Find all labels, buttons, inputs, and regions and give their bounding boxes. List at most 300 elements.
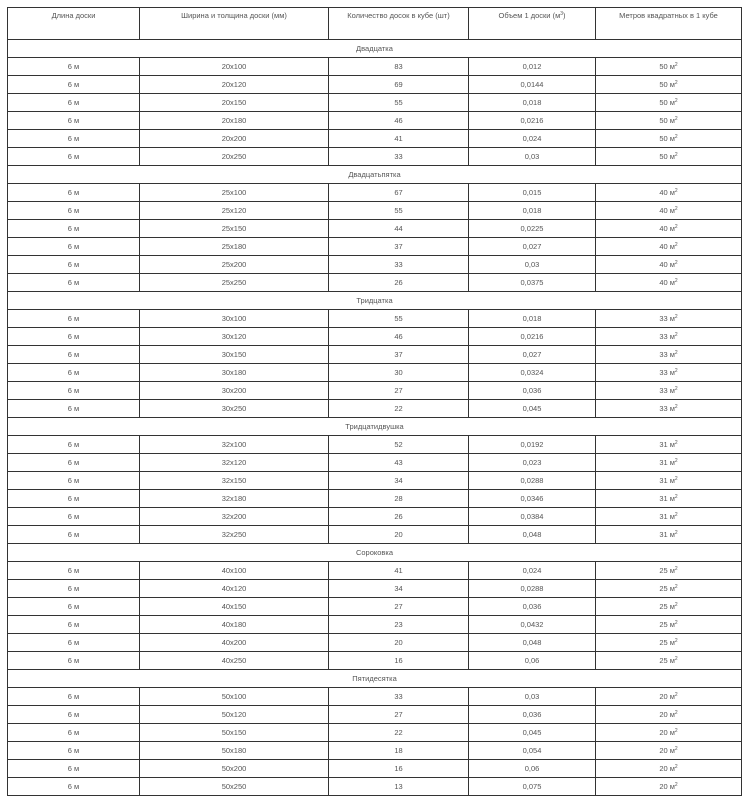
cell-length: 6 м xyxy=(8,382,140,400)
cell-volume: 0,0144 xyxy=(469,76,596,94)
cell-area-value: 20 м xyxy=(659,728,675,737)
cell-length: 6 м xyxy=(8,472,140,490)
cell-length: 6 м xyxy=(8,580,140,598)
cell-area xyxy=(596,220,742,238)
cell-length: 6 м xyxy=(8,364,140,382)
cell-length: 6 м xyxy=(8,634,140,652)
cell-count: 30 xyxy=(329,364,469,382)
cell-area-sup: 2 xyxy=(674,512,678,518)
cell-area xyxy=(596,436,742,454)
cell-area-sup: 2 xyxy=(674,368,678,374)
cell-area xyxy=(596,616,742,634)
cell-count: 83 xyxy=(329,58,469,76)
cell-count: 22 xyxy=(329,400,469,418)
cell-size: 20х150 xyxy=(140,94,329,112)
header-size: Ширина и толщина доски (мм) xyxy=(140,8,329,40)
cell-length: 6 м xyxy=(8,742,140,760)
cell-count: 69 xyxy=(329,76,469,94)
cell-size: 20х180 xyxy=(140,112,329,130)
cell-size: 32х100 xyxy=(140,436,329,454)
cell-length: 6 м xyxy=(8,220,140,238)
table-row xyxy=(8,436,742,454)
cell-size: 50х150 xyxy=(140,724,329,742)
cell-area xyxy=(596,310,742,328)
header-volume-text: Объем 1 доски (м xyxy=(498,11,561,20)
group-title: Тридцатка xyxy=(8,292,742,310)
cell-count: 13 xyxy=(329,778,469,796)
table-row xyxy=(8,760,742,778)
cell-count: 41 xyxy=(329,562,469,580)
cell-area-value: 40 м xyxy=(659,242,675,251)
table-row xyxy=(8,328,742,346)
cell-area-value: 31 м xyxy=(659,530,675,539)
cell-count: 27 xyxy=(329,382,469,400)
cell-area-value: 40 м xyxy=(659,278,675,287)
cell-count: 41 xyxy=(329,130,469,148)
cell-area xyxy=(596,238,742,256)
cell-size: 20х120 xyxy=(140,76,329,94)
board-volume-table xyxy=(7,7,742,796)
cell-count: 52 xyxy=(329,436,469,454)
cell-area xyxy=(596,634,742,652)
cell-area xyxy=(596,508,742,526)
table-header xyxy=(8,8,742,40)
cell-area xyxy=(596,256,742,274)
cell-count: 37 xyxy=(329,346,469,364)
cell-area-value: 25 м xyxy=(659,656,675,665)
table-row xyxy=(8,58,742,76)
cell-area xyxy=(596,562,742,580)
cell-volume: 0,06 xyxy=(469,652,596,670)
group-row xyxy=(8,40,742,58)
cell-volume: 0,03 xyxy=(469,148,596,166)
table-row xyxy=(8,526,742,544)
cell-length: 6 м xyxy=(8,256,140,274)
cell-count: 44 xyxy=(329,220,469,238)
cell-size: 32х250 xyxy=(140,526,329,544)
cell-volume: 0,0192 xyxy=(469,436,596,454)
cell-count: 33 xyxy=(329,688,469,706)
cell-length: 6 м xyxy=(8,346,140,364)
table-row xyxy=(8,256,742,274)
cell-volume: 0,075 xyxy=(469,778,596,796)
cell-area-value: 31 м xyxy=(659,458,675,467)
table-row xyxy=(8,742,742,760)
cell-area xyxy=(596,346,742,364)
cell-area xyxy=(596,364,742,382)
cell-size: 30х100 xyxy=(140,310,329,328)
cell-area-sup: 2 xyxy=(674,710,678,716)
cell-area-sup: 2 xyxy=(674,602,678,608)
cell-area-value: 25 м xyxy=(659,602,675,611)
cell-area-sup: 2 xyxy=(674,62,678,68)
cell-size: 25х150 xyxy=(140,220,329,238)
cell-area xyxy=(596,76,742,94)
cell-area-value: 25 м xyxy=(659,566,675,575)
cell-area-value: 20 м xyxy=(659,782,675,791)
table-row xyxy=(8,706,742,724)
cell-area-sup: 2 xyxy=(674,386,678,392)
cell-size: 50х100 xyxy=(140,688,329,706)
cell-length: 6 м xyxy=(8,310,140,328)
cell-area xyxy=(596,598,742,616)
cell-area-value: 20 м xyxy=(659,692,675,701)
cell-volume: 0,036 xyxy=(469,598,596,616)
table-row xyxy=(8,724,742,742)
cell-size: 25х200 xyxy=(140,256,329,274)
cell-count: 26 xyxy=(329,508,469,526)
cell-volume: 0,018 xyxy=(469,202,596,220)
header-volume xyxy=(469,8,596,40)
cell-area-value: 40 м xyxy=(659,188,675,197)
cell-area-value: 40 м xyxy=(659,260,675,269)
cell-area-sup: 2 xyxy=(674,98,678,104)
cell-size: 25х100 xyxy=(140,184,329,202)
cell-area-sup: 2 xyxy=(674,692,678,698)
cell-size: 40х150 xyxy=(140,598,329,616)
table-row xyxy=(8,598,742,616)
group-row xyxy=(8,670,742,688)
cell-area-value: 25 м xyxy=(659,638,675,647)
cell-volume: 0,03 xyxy=(469,256,596,274)
cell-volume: 0,027 xyxy=(469,238,596,256)
header-area: Метров квадратных в 1 кубе xyxy=(596,8,742,40)
cell-area-sup: 2 xyxy=(674,260,678,266)
cell-volume: 0,054 xyxy=(469,742,596,760)
table-row xyxy=(8,454,742,472)
cell-size: 30х150 xyxy=(140,346,329,364)
table-row xyxy=(8,472,742,490)
cell-area xyxy=(596,112,742,130)
cell-area-value: 33 м xyxy=(659,314,675,323)
cell-size: 25х180 xyxy=(140,238,329,256)
cell-area-value: 40 м xyxy=(659,224,675,233)
cell-length: 6 м xyxy=(8,778,140,796)
table-row xyxy=(8,238,742,256)
cell-area-sup: 2 xyxy=(674,656,678,662)
cell-area-value: 20 м xyxy=(659,710,675,719)
cell-volume: 0,027 xyxy=(469,346,596,364)
cell-count: 23 xyxy=(329,616,469,634)
cell-length: 6 м xyxy=(8,724,140,742)
table-row xyxy=(8,274,742,292)
header-count: Количество досок в кубе (шт) xyxy=(329,8,469,40)
header-length: Длина доски xyxy=(8,8,140,40)
cell-length: 6 м xyxy=(8,76,140,94)
table-row xyxy=(8,112,742,130)
table-row xyxy=(8,130,742,148)
cell-size: 40х100 xyxy=(140,562,329,580)
cell-area-sup: 2 xyxy=(674,152,678,158)
cell-area xyxy=(596,400,742,418)
cell-volume: 0,023 xyxy=(469,454,596,472)
cell-volume: 0,0384 xyxy=(469,508,596,526)
cell-volume: 0,0225 xyxy=(469,220,596,238)
cell-area-value: 50 м xyxy=(659,134,675,143)
cell-area-sup: 2 xyxy=(674,314,678,320)
cell-size: 20х250 xyxy=(140,148,329,166)
table-row xyxy=(8,688,742,706)
cell-area xyxy=(596,778,742,796)
cell-area xyxy=(596,490,742,508)
cell-area-value: 33 м xyxy=(659,332,675,341)
cell-count: 46 xyxy=(329,112,469,130)
cell-volume: 0,0216 xyxy=(469,328,596,346)
cell-size: 30х180 xyxy=(140,364,329,382)
cell-volume: 0,024 xyxy=(469,130,596,148)
cell-size: 40х120 xyxy=(140,580,329,598)
cell-area-value: 50 м xyxy=(659,62,675,71)
cell-size: 30х250 xyxy=(140,400,329,418)
cell-count: 34 xyxy=(329,580,469,598)
cell-count: 67 xyxy=(329,184,469,202)
cell-volume: 0,015 xyxy=(469,184,596,202)
header-row xyxy=(8,8,742,40)
cell-count: 27 xyxy=(329,598,469,616)
cell-area-sup: 2 xyxy=(674,566,678,572)
cell-length: 6 м xyxy=(8,760,140,778)
cell-size: 32х120 xyxy=(140,454,329,472)
cell-length: 6 м xyxy=(8,328,140,346)
cell-volume: 0,048 xyxy=(469,526,596,544)
header-volume-close: ) xyxy=(563,11,566,20)
cell-area-value: 50 м xyxy=(659,116,675,125)
cell-area-sup: 2 xyxy=(674,728,678,734)
cell-size: 30х200 xyxy=(140,382,329,400)
table-row xyxy=(8,562,742,580)
cell-count: 55 xyxy=(329,94,469,112)
cell-length: 6 м xyxy=(8,58,140,76)
cell-length: 6 м xyxy=(8,94,140,112)
group-row xyxy=(8,544,742,562)
cell-count: 37 xyxy=(329,238,469,256)
cell-size: 50х180 xyxy=(140,742,329,760)
group-title: Тридцатидвушка xyxy=(8,418,742,436)
cell-size: 20х100 xyxy=(140,58,329,76)
table-row xyxy=(8,778,742,796)
cell-area xyxy=(596,148,742,166)
cell-count: 34 xyxy=(329,472,469,490)
cell-area xyxy=(596,580,742,598)
table-row xyxy=(8,202,742,220)
cell-area-sup: 2 xyxy=(674,350,678,356)
cell-size: 40х200 xyxy=(140,634,329,652)
cell-length: 6 м xyxy=(8,652,140,670)
cell-area xyxy=(596,94,742,112)
cell-count: 28 xyxy=(329,490,469,508)
cell-length: 6 м xyxy=(8,400,140,418)
cell-count: 20 xyxy=(329,634,469,652)
cell-size: 40х180 xyxy=(140,616,329,634)
cell-length: 6 м xyxy=(8,184,140,202)
table-row xyxy=(8,364,742,382)
cell-count: 43 xyxy=(329,454,469,472)
cell-area-sup: 2 xyxy=(674,638,678,644)
cell-area xyxy=(596,760,742,778)
cell-length: 6 м xyxy=(8,508,140,526)
cell-volume: 0,03 xyxy=(469,688,596,706)
cell-area-sup: 2 xyxy=(674,242,678,248)
cell-length: 6 м xyxy=(8,238,140,256)
cell-size: 30х120 xyxy=(140,328,329,346)
table-row xyxy=(8,616,742,634)
cell-volume: 0,045 xyxy=(469,400,596,418)
cell-length: 6 м xyxy=(8,562,140,580)
table-row xyxy=(8,76,742,94)
cell-volume: 0,045 xyxy=(469,724,596,742)
cell-volume: 0,018 xyxy=(469,310,596,328)
cell-length: 6 м xyxy=(8,130,140,148)
cell-area xyxy=(596,472,742,490)
cell-volume: 0,018 xyxy=(469,94,596,112)
cell-count: 46 xyxy=(329,328,469,346)
group-title: Двадцатка xyxy=(8,40,742,58)
group-title: Пятидесятка xyxy=(8,670,742,688)
cell-area xyxy=(596,526,742,544)
cell-area-sup: 2 xyxy=(674,206,678,212)
cell-count: 33 xyxy=(329,256,469,274)
group-row xyxy=(8,292,742,310)
cell-area-value: 31 м xyxy=(659,440,675,449)
cell-area xyxy=(596,688,742,706)
cell-area xyxy=(596,652,742,670)
table-row xyxy=(8,220,742,238)
table-row xyxy=(8,310,742,328)
cell-area xyxy=(596,382,742,400)
cell-area xyxy=(596,742,742,760)
cell-count: 33 xyxy=(329,148,469,166)
group-title: Сороковка xyxy=(8,544,742,562)
cell-length: 6 м xyxy=(8,526,140,544)
table-row xyxy=(8,400,742,418)
table-row xyxy=(8,652,742,670)
cell-count: 18 xyxy=(329,742,469,760)
group-title: Двадцатьпятка xyxy=(8,166,742,184)
cell-area xyxy=(596,706,742,724)
cell-area-sup: 2 xyxy=(674,530,678,536)
cell-size: 32х150 xyxy=(140,472,329,490)
cell-area-sup: 2 xyxy=(674,116,678,122)
cell-volume: 0,048 xyxy=(469,634,596,652)
cell-area-sup: 2 xyxy=(674,332,678,338)
cell-size: 50х250 xyxy=(140,778,329,796)
cell-size: 50х200 xyxy=(140,760,329,778)
cell-area xyxy=(596,202,742,220)
table-row xyxy=(8,184,742,202)
table-row xyxy=(8,490,742,508)
cell-area-value: 25 м xyxy=(659,584,675,593)
cell-area-value: 31 м xyxy=(659,494,675,503)
cell-count: 26 xyxy=(329,274,469,292)
cell-area-value: 31 м xyxy=(659,512,675,521)
cell-volume: 0,036 xyxy=(469,382,596,400)
cell-area-sup: 2 xyxy=(674,782,678,788)
cell-volume: 0,036 xyxy=(469,706,596,724)
cell-size: 32х180 xyxy=(140,490,329,508)
cell-length: 6 м xyxy=(8,598,140,616)
table-row xyxy=(8,580,742,598)
header-volume-sup: 3 xyxy=(560,11,564,17)
cell-area-sup: 2 xyxy=(674,746,678,752)
cell-volume: 0,012 xyxy=(469,58,596,76)
cell-count: 16 xyxy=(329,652,469,670)
cell-length: 6 м xyxy=(8,112,140,130)
cell-size: 32х200 xyxy=(140,508,329,526)
cell-length: 6 м xyxy=(8,274,140,292)
cell-area xyxy=(596,130,742,148)
cell-area xyxy=(596,724,742,742)
cell-count: 55 xyxy=(329,202,469,220)
cell-length: 6 м xyxy=(8,688,140,706)
group-row xyxy=(8,418,742,436)
cell-area-sup: 2 xyxy=(674,440,678,446)
cell-volume: 0,0324 xyxy=(469,364,596,382)
cell-volume: 0,0375 xyxy=(469,274,596,292)
table-row xyxy=(8,634,742,652)
cell-area-sup: 2 xyxy=(674,278,678,284)
cell-area-sup: 2 xyxy=(674,476,678,482)
cell-volume: 0,0346 xyxy=(469,490,596,508)
cell-area-sup: 2 xyxy=(674,494,678,500)
cell-length: 6 м xyxy=(8,454,140,472)
cell-volume: 0,0288 xyxy=(469,472,596,490)
cell-area-sup: 2 xyxy=(674,80,678,86)
cell-area-sup: 2 xyxy=(674,188,678,194)
cell-size: 25х120 xyxy=(140,202,329,220)
cell-area-value: 33 м xyxy=(659,368,675,377)
cell-area xyxy=(596,454,742,472)
table-row xyxy=(8,508,742,526)
cell-area xyxy=(596,328,742,346)
cell-area-value: 20 м xyxy=(659,764,675,773)
cell-count: 27 xyxy=(329,706,469,724)
cell-length: 6 м xyxy=(8,706,140,724)
table-row xyxy=(8,382,742,400)
cell-area xyxy=(596,274,742,292)
cell-area-value: 50 м xyxy=(659,80,675,89)
cell-area-value: 33 м xyxy=(659,350,675,359)
cell-area-sup: 2 xyxy=(674,620,678,626)
cell-volume: 0,0432 xyxy=(469,616,596,634)
cell-area xyxy=(596,184,742,202)
cell-volume: 0,024 xyxy=(469,562,596,580)
cell-length: 6 м xyxy=(8,148,140,166)
cell-size: 25х250 xyxy=(140,274,329,292)
cell-area xyxy=(596,58,742,76)
cell-length: 6 м xyxy=(8,436,140,454)
table-row xyxy=(8,148,742,166)
cell-area-value: 50 м xyxy=(659,98,675,107)
cell-area-sup: 2 xyxy=(674,458,678,464)
cell-area-value: 20 м xyxy=(659,746,675,755)
cell-area-sup: 2 xyxy=(674,404,678,410)
cell-area-sup: 2 xyxy=(674,764,678,770)
cell-count: 20 xyxy=(329,526,469,544)
cell-count: 16 xyxy=(329,760,469,778)
cell-area-value: 40 м xyxy=(659,206,675,215)
cell-length: 6 м xyxy=(8,616,140,634)
cell-count: 55 xyxy=(329,310,469,328)
cell-area-value: 33 м xyxy=(659,404,675,413)
cell-length: 6 м xyxy=(8,490,140,508)
cell-volume: 0,0216 xyxy=(469,112,596,130)
group-row xyxy=(8,166,742,184)
cell-count: 22 xyxy=(329,724,469,742)
cell-volume: 0,0288 xyxy=(469,580,596,598)
cell-length: 6 м xyxy=(8,202,140,220)
cell-area-value: 25 м xyxy=(659,620,675,629)
table-row xyxy=(8,346,742,364)
